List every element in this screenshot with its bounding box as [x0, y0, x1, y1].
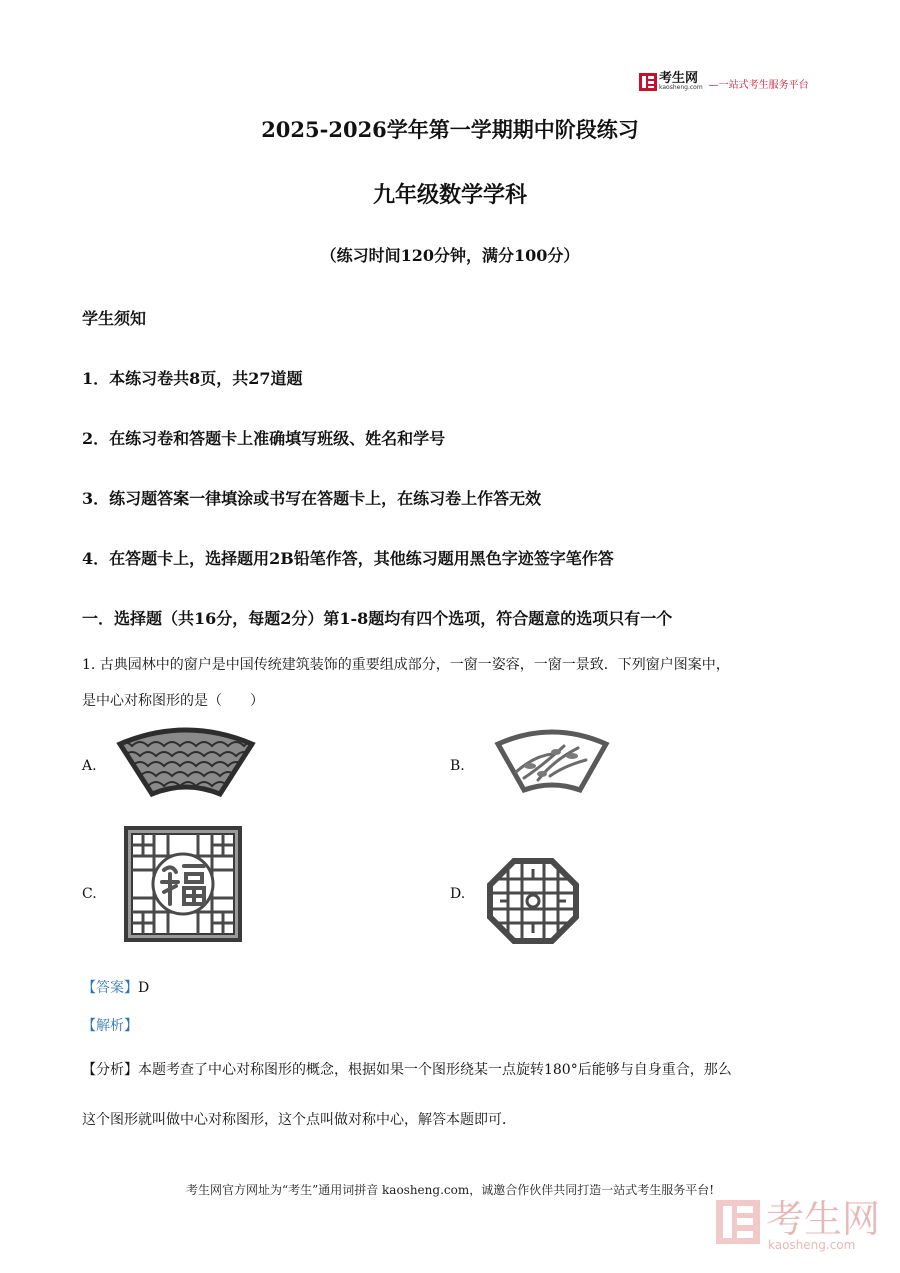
question-stem: 是中心对称图形的是（ ） [82, 693, 264, 709]
question-stem: 1. 古典园林中的窗户是中国传统建筑装饰的重要组成部分，一窗一姿容，一窗一景致．下列窗户图案中， [82, 657, 730, 673]
notice-item: 4．在答题卡上，选择题用2B铅笔作答，其他练习题用黑色字迹签字笔作答 [82, 549, 614, 568]
logo-words [659, 72, 703, 91]
logo-url: kaosheng.com [659, 84, 703, 91]
exam-duration: （练习时间120分钟，满分100分） [320, 246, 580, 265]
watermark [716, 1197, 881, 1252]
option-b-label: B. [450, 758, 465, 774]
watermark-url: kaosheng.com [768, 1238, 856, 1252]
watermark-logo-icon [716, 1200, 760, 1244]
analysis-tag: 【解析】 [82, 1018, 138, 1034]
section-heading: 一．选择题（共16分，每题2分）第1-8题均有四个选项，符合题意的选项只有一个 [82, 609, 673, 628]
notice-item: 2．在练习卷和答题卡上准确填写班级、姓名和学号 [82, 429, 446, 448]
notice-heading: 学生须知 [82, 309, 147, 328]
header-logo [639, 72, 809, 91]
answer-tag: 【答案】 [82, 980, 138, 996]
logo-slogan: —一站式考生服务平台 [708, 80, 809, 91]
fan-lattice-window-icon [116, 722, 256, 798]
logo-name: 考生网 [659, 71, 699, 86]
analysis-text: 这个图形就叫做中心对称图形，这个点叫做对称中心，解答本题即可． [82, 1112, 516, 1128]
option-a-label: A. [82, 758, 97, 774]
option-d-label: D. [450, 886, 466, 902]
notice-item: 3．练习题答案一律填涂或书写在答题卡上，在练习卷上作答无效 [82, 489, 542, 508]
square-fu-window-icon [124, 826, 242, 942]
watermark-name: 考生网 [766, 1197, 881, 1241]
answer-row [82, 977, 149, 997]
exam-title: 2025-2026学年第一学期期中阶段练习 [261, 117, 639, 142]
octagon-lattice-window-icon [486, 857, 580, 945]
kaosheng-logo-icon [639, 73, 657, 91]
answer-value: D [138, 980, 150, 996]
analysis-text: 【分析】本题考查了中心对称图形的概念，根据如果一个图形绕某一点旋转180°后能够与自身重合，那么 [82, 1062, 732, 1078]
fan-orchid-window-icon [494, 726, 610, 794]
watermark-words [760, 1197, 881, 1252]
footer-text: 考生网官方网址为“考生”通用词拼音 kaosheng.com，诚邀合作伙伴共同打造一站式考生服务平台! [185, 1183, 715, 1197]
option-c-label: C. [82, 886, 97, 902]
slogan-text: 一站式考生服务平台 [718, 80, 809, 91]
subject-title: 九年级数学学科 [372, 182, 527, 208]
notice-item: 1．本练习卷共8页，共27道题 [82, 369, 303, 388]
